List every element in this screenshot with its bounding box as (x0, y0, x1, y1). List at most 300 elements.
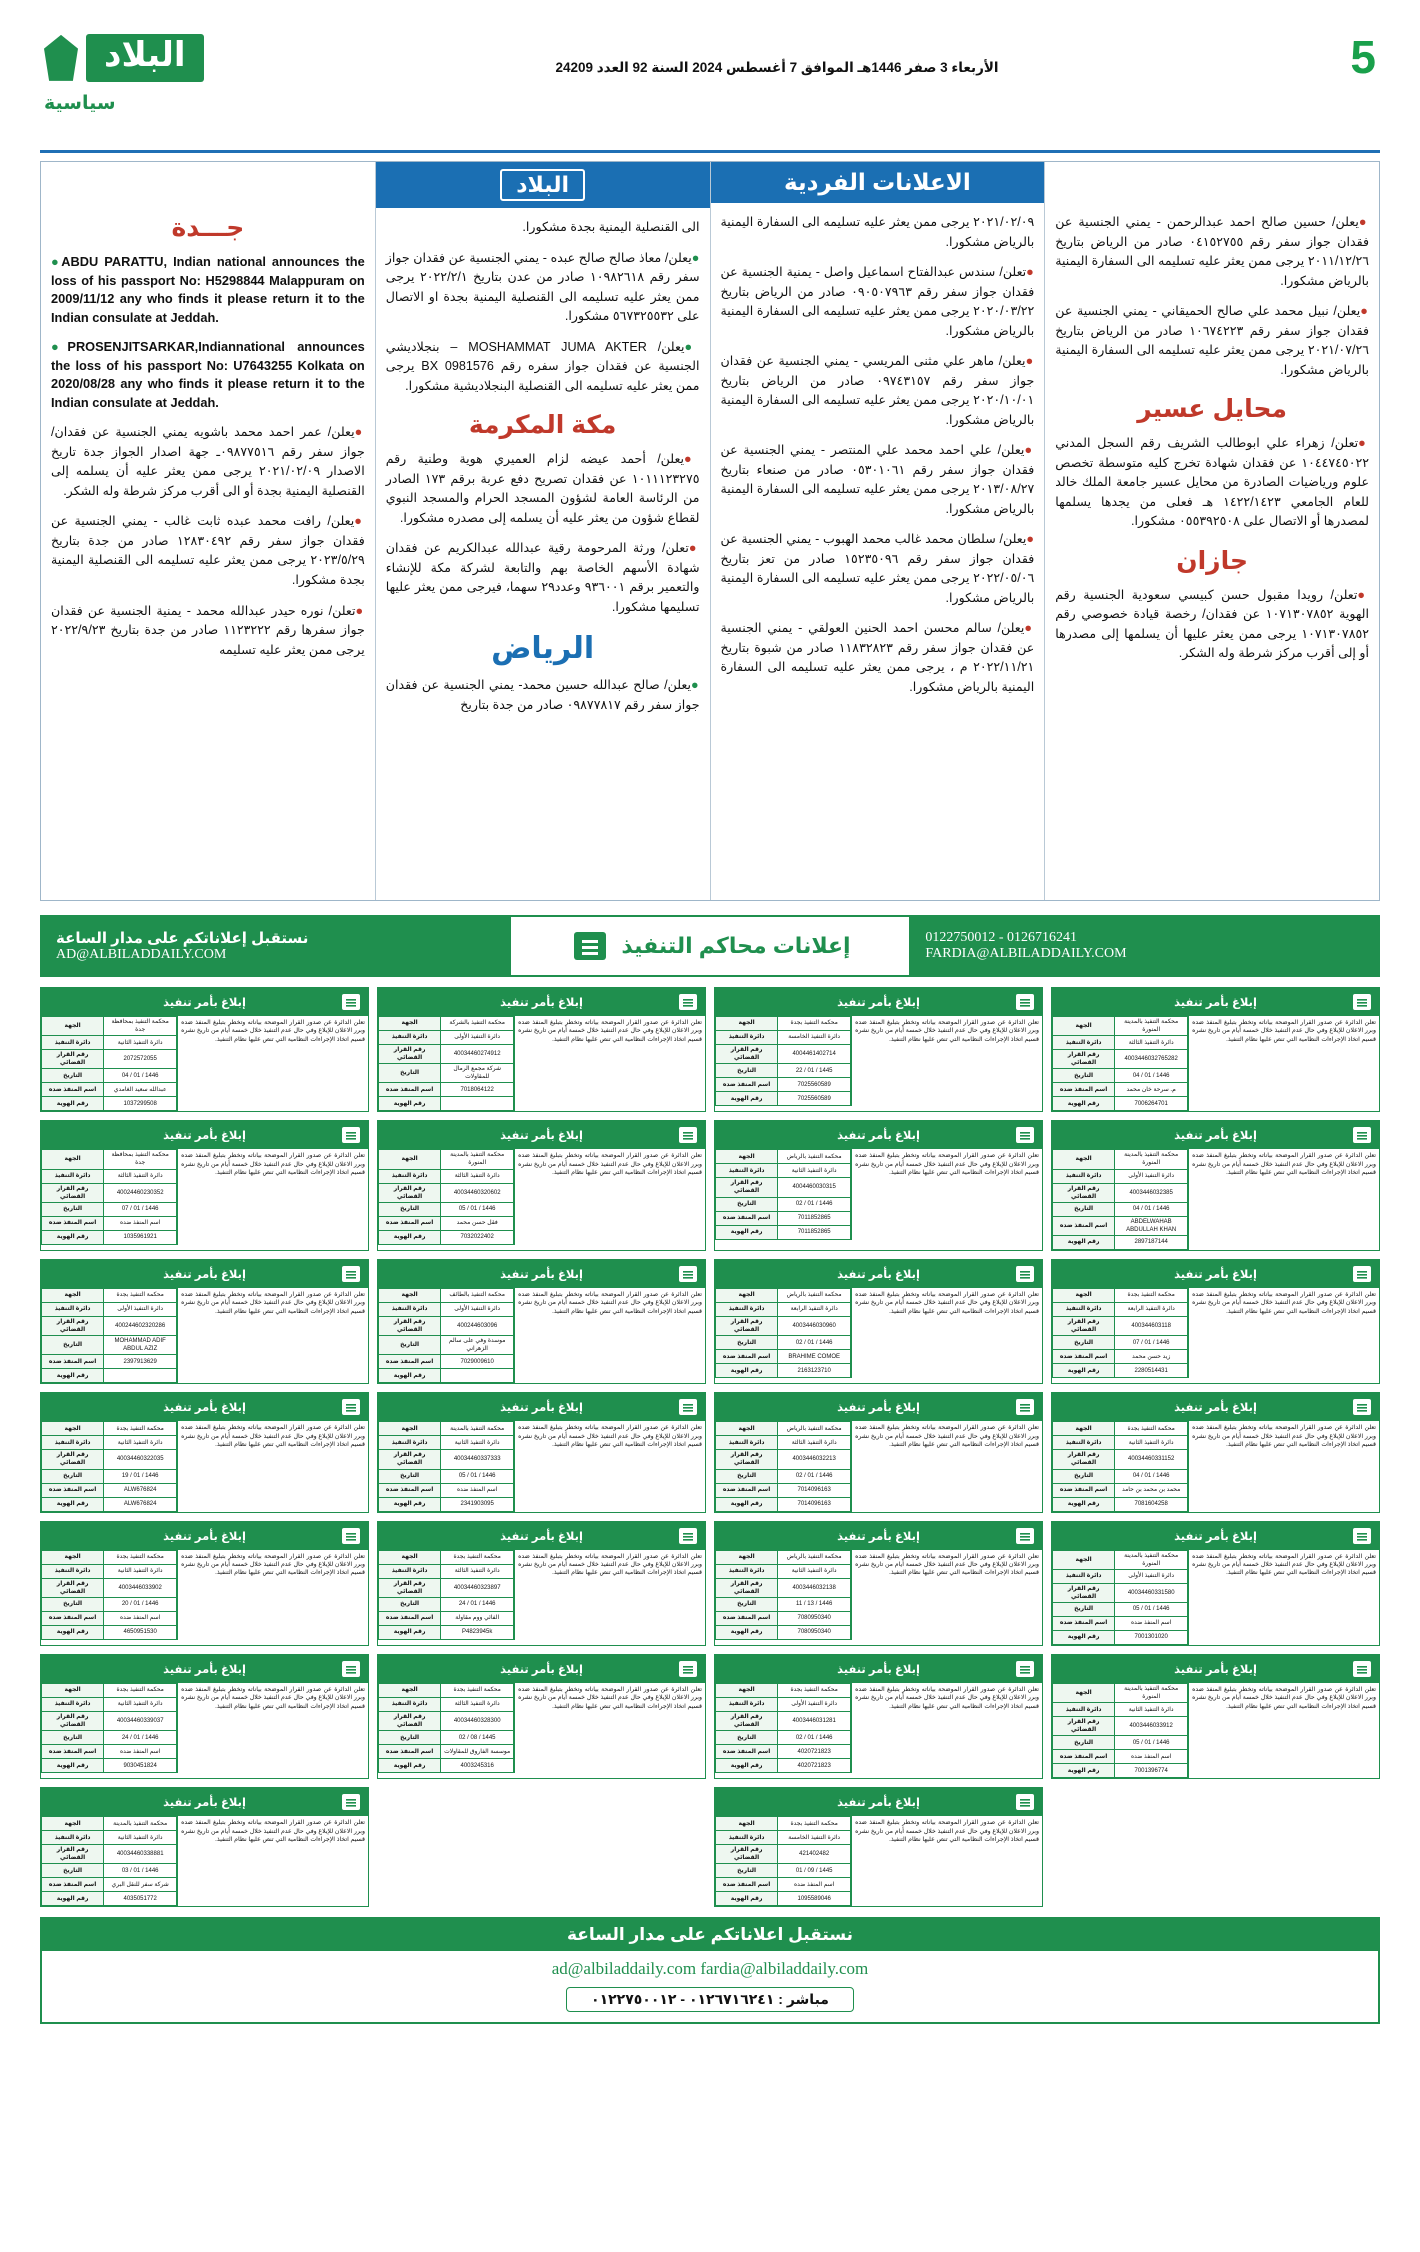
contact-left (909, 915, 1380, 977)
table-cell-label: الجهة (1053, 1550, 1115, 1569)
table-row (42, 1550, 177, 1564)
court-emblem-icon (340, 991, 362, 1013)
table-cell-label: دائرة التنفيذ (42, 1436, 104, 1450)
contact-email-fardia[interactable]: FARDIA@ALBILADDAILY.COM (925, 946, 1127, 961)
table-cell-label: التاريخ (379, 1064, 441, 1083)
table-cell-value: 7081604258 (1115, 1497, 1188, 1511)
table-cell-label: رقم الهوية (716, 1092, 778, 1106)
table-row (379, 1436, 514, 1450)
table-cell-label: دائرة التنفيذ (379, 1302, 441, 1316)
table-cell-value: دائرة التنفيذ الثانية (104, 1436, 177, 1450)
table-cell-value: 40034460320602 (441, 1183, 514, 1202)
notice-card-text: تعلن الدائرة عن صدور القرار الموضحة بياناته وتخطر بتبليغ المنفذ ضده وبرر الاعلان للإبلاغ وفي حال عدم التنفيذ خلال خمسة أيام من تاريخ نشره قسيم اتخاذ الإجراءات النظامية التي تنص عليها نظام التنفيذ. (851, 1683, 1042, 1773)
table-row (379, 1469, 514, 1483)
table-cell-label: التاريخ (42, 1469, 104, 1483)
notice-card-title: إبلاغ بأمر تنفيذ (837, 1797, 920, 1810)
table-cell-value (441, 1369, 514, 1383)
table-row (42, 1436, 177, 1450)
court-emblem-icon (1351, 991, 1373, 1013)
execution-notice-card (40, 1120, 369, 1251)
table-row (379, 1230, 514, 1244)
table-row (42, 1731, 177, 1745)
court-emblem-icon (1351, 1263, 1373, 1285)
spacer-icon (721, 1263, 743, 1285)
table-cell-label: التاريخ (1053, 1336, 1115, 1350)
notice-card-text: تعلن الدائرة عن صدور القرار الموضحة بياناته وتخطر بتبليغ المنفذ ضده وبرر الاعلان للإبلاغ وفي حال عدم التنفيذ خلال خمسة أيام من تاريخ نشره قسيم اتخاذ الإجراءات النظامية التي تنص عليها نظام التنفيذ. (514, 1550, 705, 1640)
table-cell-label: اسم المنفذ ضده (716, 1078, 778, 1092)
ad-item: ●تعلن/ نوره حيدر عبدالله محمد - يمنية الجنسية عن فقدان جواز سفرها رقم ١١٢٣٢٢٢ صادر من جدة بتاريخ ٢٠٢٢/٩/٢٣ يرجى ممن يعثر عليه تسليمه (51, 603, 365, 657)
masthead (0, 0, 1420, 140)
spacer-icon (384, 1525, 406, 1547)
masthead-logo-area (44, 34, 204, 115)
table-cell-label: الجهة (42, 1683, 104, 1697)
table-cell-value (104, 1369, 177, 1383)
table-row (42, 1355, 177, 1369)
table-row (1053, 1316, 1188, 1335)
table-cell-label: الجهة (716, 1288, 778, 1302)
spacer-icon (47, 991, 69, 1013)
spacer-icon (47, 1263, 69, 1285)
table-cell-label: دائرة التنفيذ (379, 1169, 441, 1183)
table-cell-label: دائرة التنفيذ (42, 1831, 104, 1845)
table-row (716, 1731, 851, 1745)
table-row (379, 1045, 514, 1064)
table-cell-value: محكمة التنفيذ بالمدينة المنورة (441, 1150, 514, 1169)
notice-card-body (1052, 1016, 1379, 1111)
notice-card-table (378, 1550, 514, 1640)
notice-card-title: إبلاغ بأمر تنفيذ (500, 1663, 583, 1676)
table-cell-value: 2341903095 (441, 1497, 514, 1511)
table-cell-label: دائرة التنفيذ (42, 1036, 104, 1050)
table-row (379, 1683, 514, 1697)
table-cell-label: اسم المنفذ ضده (42, 1355, 104, 1369)
table-row (716, 1197, 851, 1211)
table-cell-label: التاريخ (716, 1469, 778, 1483)
table-cell-value: 19 / 01 / 1446 (104, 1469, 177, 1483)
table-cell-label: الجهة (379, 1150, 441, 1169)
table-cell-value: دائرة التنفيذ الثانية (778, 1164, 851, 1178)
table-row (42, 1083, 177, 1097)
execution-notice-card (714, 1392, 1043, 1512)
table-row (42, 1450, 177, 1469)
notice-card-body (41, 1288, 368, 1383)
table-cell-label: التاريخ (1053, 1202, 1115, 1216)
table-cell-value: 40034460322035 (104, 1450, 177, 1469)
contact-email-ad[interactable]: AD@ALBILADDAILY.COM (56, 947, 227, 962)
table-cell-value: محكمة التنفيذ بالمدينة (441, 1422, 514, 1436)
notice-card-body (1052, 1550, 1379, 1645)
table-row (1053, 1364, 1188, 1378)
notice-card-header (41, 1788, 368, 1816)
table-cell-value: 7080950340 (778, 1611, 851, 1625)
notice-card-title: إبلاغ بأمر تنفيذ (163, 1530, 246, 1543)
table-cell-value: دائرة التنفيذ الثانية (104, 1036, 177, 1050)
notice-card-text: تعلن الدائرة عن صدور القرار الموضحة بياناته وتخطر بتبليغ المنفذ ضده وبرر الاعلان للإبلاغ وفي حال عدم التنفيذ خلال خمسة أيام من تاريخ نشره قسيم اتخاذ الإجراءات النظامية التي تنص عليها نظام التنفيذ. (177, 1683, 368, 1773)
table-cell-label: اسم المنفذ ضده (379, 1355, 441, 1369)
table-row (379, 1064, 514, 1083)
court-emblem-icon (1014, 1396, 1036, 1418)
table-row (1053, 1630, 1188, 1644)
table-row (716, 1064, 851, 1078)
table-cell-value: دائرة التنفيذ الأولى (1115, 1169, 1188, 1183)
table-row (1053, 1336, 1188, 1350)
execution-courts-title: إعلانات محاكم التنفيذ (621, 933, 851, 958)
spacer-icon (1058, 1525, 1080, 1547)
table-cell-value: موسسة الفاروق للمقاولات (441, 1745, 514, 1759)
table-row (716, 1302, 851, 1316)
table-cell-value: دائرة التنفيذ الأولى (104, 1302, 177, 1316)
table-cell-label: التاريخ (1053, 1602, 1115, 1616)
notice-card-body (715, 1816, 1042, 1906)
table-cell-label: رقم القرار القضائي (1053, 1183, 1115, 1202)
table-cell-label: التاريخ (716, 1864, 778, 1878)
table-cell-label: اسم المنفذ ضده (379, 1083, 441, 1097)
table-cell-value: 7011852865 (778, 1211, 851, 1225)
court-emblem-icon (340, 1263, 362, 1285)
table-cell-value: 2163123710 (778, 1364, 851, 1378)
ad-item: ●يعلن/ رافت محمد عبده ثابت غالب - يمني الجنسية عن فقدان جواز سفر رقم ١٢٨٣٠٤٩٢ صادر من جدة بتاريخ ٢٠٢٣/٥/٢٩ يرجى ممن يعثر عليه تسليمه الى القنصلية اليمنية بجدة مشكورا. (51, 514, 365, 587)
table-cell-label: دائرة التنفيذ (1053, 1036, 1115, 1050)
ad-item: ●تعلن/ سندس عبدالفتاح اسماعيل واصل - يمنية الجنسية عن فقدان جواز سفر رقم ٠٩٠٥٠٧٩٦٣ صادر من الرياض بتاريخ ٢٠٢٠/٠٣/٢٢ يرجى ممن يعثر عليه تسليمه الى السفارة اليمنية بالرياض مشكورا. (720, 265, 1035, 338)
table-row (716, 1892, 851, 1906)
table-cell-label: رقم الهوية (716, 1497, 778, 1511)
table-row (42, 1050, 177, 1069)
leaf-icon (44, 35, 78, 81)
table-row (716, 1864, 851, 1878)
table-row (379, 1083, 514, 1097)
table-cell-value: 24 / 01 / 1446 (441, 1597, 514, 1611)
table-cell-value: محكمة التنفيذ بالشركة (441, 1017, 514, 1031)
notice-card-title: إبلاغ بأمر تنفيذ (1174, 1402, 1257, 1415)
table-cell-value: دائرة التنفيذ الثانية (778, 1564, 851, 1578)
spacer-icon (384, 1658, 406, 1680)
contact-phone[interactable]: 0122750012 - 0126716241 (925, 930, 1078, 945)
table-cell-value: محكمة التنفيذ بالرياض (778, 1422, 851, 1436)
table-cell-label: الجهة (42, 1422, 104, 1436)
notice-card-table (378, 1683, 514, 1773)
table-cell-value: 40034460331580 (1115, 1583, 1188, 1602)
table-row (379, 1497, 514, 1511)
table-cell-value: 03 / 01 / 1446 (104, 1864, 177, 1878)
table-cell-label: الجهة (1053, 1288, 1115, 1302)
table-row (716, 1078, 851, 1092)
table-row (42, 1316, 177, 1335)
notice-card-body (715, 1149, 1042, 1239)
contact-bar (40, 915, 1380, 977)
table-row (716, 1745, 851, 1759)
table-cell-label: الجهة (42, 1150, 104, 1169)
table-row (716, 1211, 851, 1225)
table-cell-label: التاريخ (1053, 1469, 1115, 1483)
table-row (716, 1436, 851, 1450)
table-cell-value: 7001396774 (1115, 1764, 1188, 1778)
notice-card-table (715, 1683, 851, 1773)
table-row (1053, 1235, 1188, 1249)
notice-card-body (378, 1288, 705, 1383)
table-cell-label: دائرة التنفيذ (42, 1697, 104, 1711)
notice-card-table (41, 1550, 177, 1640)
notice-card-body (41, 1683, 368, 1773)
ad-item: ●يعلن/ ماهر علي مثنى المريسي - يمني الجنسية عن فقدان جواز سفر رقم ٠٩٧٤٣١٥٧ صادر من الرياض بتاريخ ٢٠٢٠/١٠/٠١ يرجى ممن يعثر عليه تسليمه الى السفارة اليمنية بالرياض مشكورا. (720, 354, 1035, 427)
table-cell-label: رقم القرار القضائي (1053, 1450, 1115, 1469)
table-cell-label: رقم الهوية (42, 1625, 104, 1639)
table-row (716, 1225, 851, 1239)
table-cell-value: 4650951530 (104, 1625, 177, 1639)
table-cell-value: محكمة التنفيذ بمحافظة جدة (104, 1150, 177, 1169)
contact-right (40, 915, 511, 977)
table-row (716, 1625, 851, 1639)
notice-card-header (715, 1655, 1042, 1683)
ad-item: ●يعلن/ أحمد عيضه لزام العميري هوية وطنية رقم ١٠١١١٢٣٢٧٥ عن فقدان تصريح دفع عربة برقم ١٧٣ الصادر من الرئاسة العامة لشؤون المسجد الحرام والمسجد النبوي لقطاع شؤون من يعثر عليه أن يسلمه إلى مصدره مشكورا. (385, 452, 700, 525)
table-cell-value: MOHAMMAD ADIF ABDUL AZIZ (104, 1336, 177, 1355)
table-row (42, 1878, 177, 1892)
table-row (42, 1892, 177, 1906)
table-row (42, 1302, 177, 1316)
table-cell-value: 7025560589 (778, 1078, 851, 1092)
table-row (379, 1731, 514, 1745)
table-cell-value: دائرة التنفيذ الخامسة (778, 1831, 851, 1845)
table-cell-value: 05 / 01 / 1446 (441, 1469, 514, 1483)
table-cell-label: دائرة التنفيذ (379, 1436, 441, 1450)
table-row (42, 1625, 177, 1639)
table-cell-label: رقم القرار القضائي (42, 1711, 104, 1730)
table-cell-label: اسم المنفذ ضده (379, 1483, 441, 1497)
notice-card-table (378, 1288, 514, 1383)
execution-notice-card (714, 1787, 1043, 1907)
table-cell-value: 07 / 01 / 1446 (1115, 1336, 1188, 1350)
table-cell-value: دائرة التنفيذ الثانية (104, 1564, 177, 1578)
notice-card-title: إبلاغ بأمر تنفيذ (500, 997, 583, 1009)
city-heading: الرياض (491, 632, 595, 666)
notice-card-header (1052, 1655, 1379, 1683)
table-cell-label: التاريخ (716, 1197, 778, 1211)
table-cell-value: 4003245316 (441, 1759, 514, 1773)
footer-emails[interactable]: ad@albiladdaily.com fardia@albiladdaily.com (551, 1959, 869, 1979)
table-row (1053, 1302, 1188, 1316)
table-cell-label: الجهة (42, 1288, 104, 1302)
table-row (716, 1878, 851, 1892)
execution-notice-card (714, 1259, 1043, 1384)
table-cell-value: 4003446033912 (1115, 1717, 1188, 1736)
court-emblem-icon (340, 1525, 362, 1547)
table-row (42, 1597, 177, 1611)
table-cell-value: 05 / 01 / 1446 (1115, 1602, 1188, 1616)
execution-notice-card (1051, 1120, 1380, 1251)
table-cell-value: دائرة التنفيذ الأولى (441, 1302, 514, 1316)
table-row (42, 1817, 177, 1831)
table-cell-value: محكمة التنفيذ بالمدينة المنورة (1115, 1550, 1188, 1569)
table-cell-value: محكمة التنفيذ بجدة (1115, 1422, 1188, 1436)
table-row (1053, 1017, 1188, 1036)
ad-item: الى القنصلية اليمنية بجدة مشكورا. (522, 220, 700, 234)
table-row (716, 1364, 851, 1378)
table-cell-label: رقم الهوية (379, 1097, 441, 1111)
table-cell-value: 4004460030315 (778, 1178, 851, 1197)
table-cell-value: P4823945k (441, 1625, 514, 1639)
ad-item: ●يعلن/ حسين صالح احمد عبدالرحمن - يمني الجنسية عن فقدان جواز سفر رقم ٠٤١٥٢٧٥٥ صادر من الرياض بتاريخ ٢٠١١/١٢/٢٦ يرجى ممن يعثر عليه تسليمه الى السفارة اليمنية بالرياض مشكورا. (1055, 215, 1369, 288)
notice-card-header (378, 988, 705, 1016)
table-cell-label: رقم القرار القضائي (42, 1578, 104, 1597)
notice-card-body (41, 1816, 368, 1906)
table-row (1053, 1736, 1188, 1750)
table-row (716, 1469, 851, 1483)
notice-card-text: تعلن الدائرة عن صدور القرار الموضحة بياناته وتخطر بتبليغ المنفذ ضده وبرر الاعلان للإبلاغ وفي حال عدم التنفيذ خلال خمسة أيام من تاريخ نشره قسيم اتخاذ الإجراءات النظامية التي تنص عليها نظام التنفيذ. (177, 1016, 368, 1111)
table-cell-label: رقم القرار القضائي (1053, 1583, 1115, 1602)
table-cell-value: زيد حسن محمد (1115, 1350, 1188, 1364)
table-cell-label: رقم الهوية (379, 1230, 441, 1244)
table-cell-label: رقم الهوية (42, 1369, 104, 1383)
table-cell-value: دائرة التنفيذ الأولى (1115, 1569, 1188, 1583)
spacer-icon (47, 1124, 69, 1146)
table-cell-value: 02 / 01 / 1446 (778, 1469, 851, 1483)
table-row (379, 1097, 514, 1111)
table-cell-value: عبدالله سعيد الغامدي (104, 1083, 177, 1097)
table-cell-value: 2280514431 (1115, 1364, 1188, 1378)
notice-card-header (1052, 1260, 1379, 1288)
table-cell-value: 24 / 01 / 1446 (104, 1731, 177, 1745)
table-cell-label: رقم القرار القضائي (42, 1316, 104, 1335)
table-row (379, 1369, 514, 1383)
table-cell-value: 2897187144 (1115, 1235, 1188, 1249)
table-row (1053, 1036, 1188, 1050)
table-cell-label: اسم المنفذ ضده (716, 1611, 778, 1625)
court-emblem-icon (1014, 1124, 1036, 1146)
table-row (379, 1288, 514, 1302)
notice-card-header (715, 1121, 1042, 1149)
table-cell-value: محكمة التنفيذ بجدة (441, 1550, 514, 1564)
table-row (716, 1550, 851, 1564)
table-cell-label: رقم القرار القضائي (379, 1711, 441, 1730)
table-row (1053, 1350, 1188, 1364)
table-row (379, 1216, 514, 1230)
execution-notice-card (40, 1521, 369, 1646)
notice-card-header (715, 1260, 1042, 1288)
table-cell-value: محكمة التنفيذ بالمدينة المنورة (1115, 1683, 1188, 1702)
table-cell-value (441, 1097, 514, 1111)
notice-card-text: تعلن الدائرة عن صدور القرار الموضحة بياناته وتخطر بتبليغ المنفذ ضده وبرر الاعلان للإبلاغ وفي حال عدم التنفيذ خلال خمسة أيام من تاريخ نشره قسيم اتخاذ الإجراءات النظامية التي تنص عليها نظام التنفيذ. (1188, 1421, 1379, 1511)
table-cell-value: 4003446032385 (1115, 1183, 1188, 1202)
table-cell-label: دائرة التنفيذ (42, 1564, 104, 1578)
table-cell-value: 40034460338881 (104, 1845, 177, 1864)
execution-notice-card (40, 1392, 369, 1512)
notice-card-header (715, 988, 1042, 1016)
table-cell-value: 1037299508 (104, 1097, 177, 1111)
table-row (716, 1564, 851, 1578)
table-cell-label: رقم الهوية (1053, 1630, 1115, 1644)
execution-notice-card (377, 1392, 706, 1512)
table-row (42, 1369, 177, 1383)
table-cell-label: اسم المنفذ ضده (716, 1211, 778, 1225)
table-row (42, 1183, 177, 1202)
table-cell-label: رقم القرار القضائي (716, 1450, 778, 1469)
table-row (1053, 1469, 1188, 1483)
table-row (379, 1625, 514, 1639)
table-row (1053, 1750, 1188, 1764)
table-cell-label: التاريخ (379, 1336, 441, 1355)
notice-card-text: تعلن الدائرة عن صدور القرار الموضحة بياناته وتخطر بتبليغ المنفذ ضده وبرر الاعلان للإبلاغ وفي حال عدم التنفيذ خلال خمسة أيام من تاريخ نشره قسيم اتخاذ الإجراءات النظامية التي تنص عليها نظام التنفيذ. (514, 1149, 705, 1244)
table-cell-label: دائرة التنفيذ (42, 1302, 104, 1316)
notice-card-body (41, 1149, 368, 1244)
table-row (379, 1202, 514, 1216)
spacer-icon (384, 1124, 406, 1146)
table-cell-label: رقم الهوية (42, 1759, 104, 1773)
table-cell-label: التاريخ (716, 1731, 778, 1745)
table-row (716, 1092, 851, 1106)
footer (40, 1917, 1380, 2024)
table-row (379, 1450, 514, 1469)
table-row (1053, 1169, 1188, 1183)
notice-card-text: تعلن الدائرة عن صدور القرار الموضحة بياناته وتخطر بتبليغ المنفذ ضده وبرر الاعلان للإبلاغ وفي حال عدم التنفيذ خلال خمسة أيام من تاريخ نشره قسيم اتخاذ الإجراءات النظامية التي تنص عليها نظام التنفيذ. (177, 1149, 368, 1244)
table-cell-label: الجهة (1053, 1017, 1115, 1036)
notice-card-body (1052, 1149, 1379, 1250)
table-row (716, 1031, 851, 1045)
table-row (1053, 1083, 1188, 1097)
table-row (379, 1336, 514, 1355)
table-cell-value: اسم المنفذ ضده (778, 1878, 851, 1892)
spacer-icon (1058, 1396, 1080, 1418)
table-cell-value: 9030451824 (104, 1759, 177, 1773)
execution-notice-card (40, 987, 369, 1112)
table-row (1053, 1069, 1188, 1083)
notice-card-text: تعلن الدائرة عن صدور القرار الموضحة بياناته وتخطر بتبليغ المنفذ ضده وبرر الاعلان للإبلاغ وفي حال عدم التنفيذ خلال خمسة أيام من تاريخ نشره قسيم اتخاذ الإجراءات النظامية التي تنص عليها نظام التنفيذ. (514, 1421, 705, 1511)
table-cell-value: دائرة التنفيذ الثانية (104, 1831, 177, 1845)
court-emblem-icon (340, 1658, 362, 1680)
notice-card-text: تعلن الدائرة عن صدور القرار الموضحة بياناته وتخطر بتبليغ المنفذ ضده وبرر الاعلان للإبلاغ وفي حال عدم التنفيذ خلال خمسة أيام من تاريخ نشره قسيم اتخاذ الإجراءات النظامية التي تنص عليها نظام التنفيذ. (177, 1421, 368, 1511)
notice-card-header (41, 1121, 368, 1149)
table-cell-value: محكمة التنفيذ بجدة (104, 1550, 177, 1564)
ad-item: ●ABDU PARATTU, Indian national announces the loss of his passport No: H5298844 Malappuram on 2009/11/12 any who finds it please return it to the Indian consulate at Jeddah. (51, 254, 365, 325)
table-cell-label: رقم القرار القضائي (379, 1183, 441, 1202)
execution-notice-card (714, 1654, 1043, 1779)
notice-card-title: إبلاغ بأمر تنفيذ (163, 1268, 246, 1281)
table-cell-value: 4003446031281 (778, 1711, 851, 1730)
table-cell-value: ABDELWAHAB ABDULLAH KHAN (1115, 1216, 1188, 1235)
table-cell-value: محكمة التنفيذ بجدة (778, 1683, 851, 1697)
ad-item: ●يعلن/ MOSHAMMAT JUMA AKTER – بنجلاديشي الجنسية عن فقدان جواز سفره رقم BX 0981576 يرجى ممن يعثر عليه تسليمه الى القنصلية البنجلاديشية مشكورا. (385, 339, 700, 393)
table-row (716, 1288, 851, 1302)
table-cell-value: 4004461402714 (778, 1045, 851, 1064)
table-cell-label: رقم القرار القضائي (1053, 1316, 1115, 1335)
notice-card-body (715, 1550, 1042, 1640)
table-row (716, 1597, 851, 1611)
notice-card-title: إبلاغ بأمر تنفيذ (163, 997, 246, 1009)
execution-notice-card (1051, 987, 1380, 1112)
table-cell-label: رقم القرار القضائي (716, 1316, 778, 1335)
notice-card-header (378, 1260, 705, 1288)
notice-card-table (715, 1421, 851, 1511)
table-row (42, 1202, 177, 1216)
table-row (716, 1611, 851, 1625)
table-cell-label: الجهة (1053, 1422, 1115, 1436)
notice-card-header (378, 1121, 705, 1149)
notice-card-body (715, 1683, 1042, 1773)
table-cell-value: محكمة التنفيذ بالمدينة المنورة (1115, 1017, 1188, 1036)
table-cell-value: دائرة التنفيذ الثانية (104, 1697, 177, 1711)
table-cell-label: الجهة (379, 1683, 441, 1697)
ad-item: ●تعلن/ زهراء علي ابوطالب الشريف رقم السجل المدني ١٠٤٤٧٤٥٠٢٢ عن فقدان شهادة تخرج كليه متوسطة تخصص علوم ورياضيات الصادرة من محايل عسير جامعة الملك خالد للعام الجامعي ١٤٢٢/١٤٢٣ هـ فعلى من يجدها يسلمها لمصدرها أو الاتصال على ٠٥٥٣٩٢٥٠٨ مشكورا. (1055, 436, 1370, 529)
table-cell-label: رقم الهوية (716, 1225, 778, 1239)
table-row (42, 1759, 177, 1773)
court-emblem-icon (677, 1263, 699, 1285)
table-cell-value: BRAHIME COMOE (778, 1350, 851, 1364)
table-cell-label: التاريخ (716, 1064, 778, 1078)
table-cell-label: رقم الهوية (379, 1759, 441, 1773)
table-cell-label: دائرة التنفيذ (1053, 1302, 1115, 1316)
table-cell-label: الجهة (716, 1150, 778, 1164)
table-cell-label: دائرة التنفيذ (379, 1564, 441, 1578)
table-cell-value: اسم المنفذ ضده (441, 1483, 514, 1497)
notice-card-title: إبلاغ بأمر تنفيذ (1174, 1530, 1257, 1543)
